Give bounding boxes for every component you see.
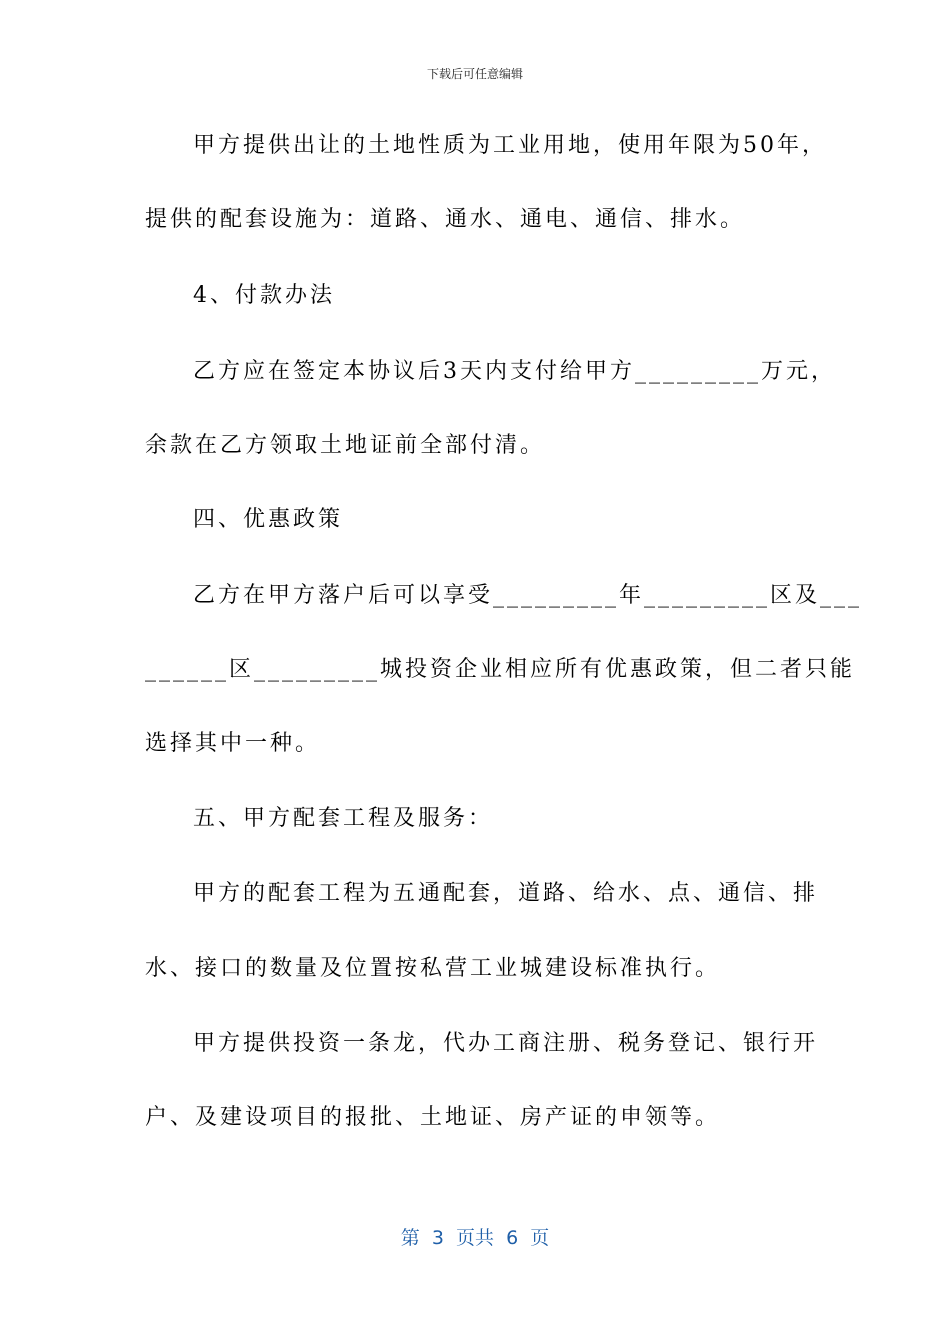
paragraph-line: 甲方提供投资一条龙，代办工商注册、税务登记、银行开 bbox=[193, 1031, 819, 1056]
page-header: 下载后可任意编辑 bbox=[426, 67, 523, 81]
paragraph-line: 乙方在甲方落户后可以享受_________年_________区及___ bbox=[193, 583, 863, 608]
section-heading: 四、优惠政策 bbox=[193, 507, 344, 532]
paragraph-line: 选择其中一种。 bbox=[145, 731, 321, 756]
paragraph-line: ______区_________城投资企业相应所有优惠政策，但二者只能 bbox=[145, 657, 856, 682]
section-heading: 4、付款办法 bbox=[193, 283, 335, 308]
paragraph-line: 甲方提供出让的土地性质为工业用地，使用年限为50年， bbox=[193, 133, 827, 158]
paragraph-line: 余款在乙方领取土地证前全部付清。 bbox=[145, 433, 546, 458]
paragraph-line: 乙方应在签定本协议后3天内支付给甲方_________万元， bbox=[193, 359, 836, 384]
paragraph-line: 户、及建设项目的报批、土地证、房产证的申领等。 bbox=[145, 1105, 721, 1130]
paragraph-line: 提供的配套设施为：道路、通水、通电、通信、排水。 bbox=[145, 207, 746, 232]
page-number-footer: 第 3 页共 6 页 bbox=[400, 1227, 550, 1249]
paragraph-line: 水、接口的数量及位置按私营工业城建设标准执行。 bbox=[145, 956, 721, 981]
section-heading: 五、甲方配套工程及服务： bbox=[193, 806, 494, 831]
paragraph-line: 甲方的配套工程为五通配套，道路、给水、点、通信、排 bbox=[193, 881, 819, 906]
